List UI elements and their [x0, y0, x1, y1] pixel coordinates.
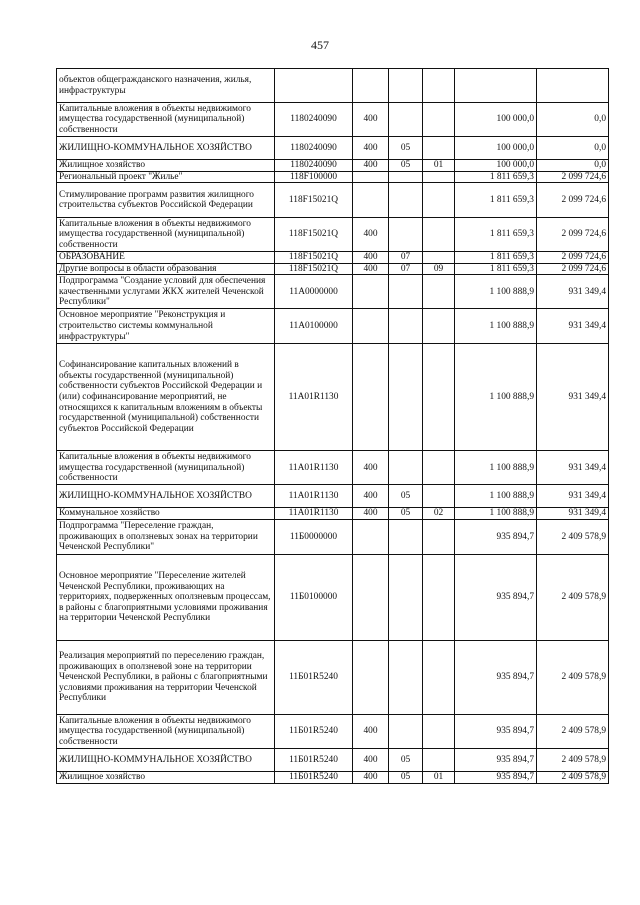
expense-name: объектов общегражданского назначения, жилья, инфраструктуры: [57, 69, 275, 103]
expense-name: Реализация мероприятий по переселению граждан, проживающих в оползневой зоне на территории Чеченской Республики, в районы с благоприятными условиями проживания на территории Чеченской Республики: [57, 640, 275, 714]
expense-name: ЖИЛИЩНО-КОММУНАЛЬНОЕ ХОЗЯЙСТВО: [57, 748, 275, 771]
section-code: [389, 640, 423, 714]
amount-year-1: 1 100 888,9: [455, 309, 537, 344]
target-code: 11Б01R5240: [275, 771, 353, 783]
target-code: 1180240090: [275, 137, 353, 160]
target-code: 11А01R1130: [275, 508, 353, 520]
subsection-code: [423, 275, 455, 309]
target-code: 1180240090: [275, 160, 353, 172]
expense-name: Капитальные вложения в объекты недвижимого имущества государственной (муниципальной) собственности: [57, 218, 275, 252]
expense-type-code: 400: [353, 508, 389, 520]
target-code: 11Б01R5240: [275, 748, 353, 771]
target-code: 11Б01R5240: [275, 714, 353, 748]
expense-type-code: 400: [353, 451, 389, 485]
table-row: [57, 137, 609, 160]
subsection-code: 01: [423, 160, 455, 172]
expense-type-code: [353, 275, 389, 309]
amount-year-2: 2 409 578,9: [537, 748, 609, 771]
subsection-code: [423, 748, 455, 771]
expense-type-code: [353, 344, 389, 451]
section-code: 05: [389, 485, 423, 508]
expense-name: Подпрограмма "Переселение граждан, проживающих в оползневых зонах на территории Чеченской Республики": [57, 519, 275, 554]
amount-year-1: 1 100 888,9: [455, 485, 537, 508]
expense-type-code: 400: [353, 137, 389, 160]
subsection-code: [423, 554, 455, 640]
amount-year-2: 2 409 578,9: [537, 771, 609, 783]
table-row: [57, 252, 609, 264]
subsection-code: [423, 218, 455, 252]
section-code: [389, 218, 423, 252]
amount-year-2: 931 349,4: [537, 344, 609, 451]
target-code: 11Б01R5240: [275, 640, 353, 714]
subsection-code: [423, 519, 455, 554]
expense-type-code: 400: [353, 160, 389, 172]
amount-year-1: 935 894,7: [455, 771, 537, 783]
expense-name: Основное мероприятие "Переселение жителей Чеченской Республики, проживающих на территориях, подверженных оползневым процессам, в районы с благоприятными условиями проживания на территории Чеченской Республики: [57, 554, 275, 640]
amount-year-1: 100 000,0: [455, 160, 537, 172]
target-code: 118F15021Q: [275, 263, 353, 275]
page-number: 457: [311, 38, 329, 52]
amount-year-1: 1 811 659,3: [455, 263, 537, 275]
table-row: [57, 218, 609, 252]
amount-year-2: 931 349,4: [537, 451, 609, 485]
subsection-code: [423, 69, 455, 103]
amount-year-1: 1 811 659,3: [455, 183, 537, 218]
expense-name: Основное мероприятие "Реконструкция и строительство системы коммунальной инфраструктуры": [57, 309, 275, 344]
expense-type-code: [353, 640, 389, 714]
amount-year-2: 931 349,4: [537, 275, 609, 309]
table-row: [57, 275, 609, 309]
target-code: 118F100000: [275, 171, 353, 183]
subsection-code: [423, 714, 455, 748]
section-code: 05: [389, 771, 423, 783]
table-row: [57, 309, 609, 344]
amount-year-1: [455, 69, 537, 103]
amount-year-2: 2 409 578,9: [537, 519, 609, 554]
target-code: [275, 69, 353, 103]
section-code: [389, 171, 423, 183]
subsection-code: 01: [423, 771, 455, 783]
target-code: 11А0100000: [275, 309, 353, 344]
expense-type-code: [353, 309, 389, 344]
expense-name: Капитальные вложения в объекты недвижимого имущества государственной (муниципальной) собственности: [57, 103, 275, 137]
section-code: 05: [389, 137, 423, 160]
expense-name: ЖИЛИЩНО-КОММУНАЛЬНОЕ ХОЗЯЙСТВО: [57, 137, 275, 160]
amount-year-2: 931 349,4: [537, 485, 609, 508]
subsection-code: 09: [423, 263, 455, 275]
section-code: 07: [389, 263, 423, 275]
expense-type-code: 400: [353, 218, 389, 252]
table-row: [57, 485, 609, 508]
target-code: 1180240090: [275, 103, 353, 137]
amount-year-2: 931 349,4: [537, 508, 609, 520]
subsection-code: [423, 344, 455, 451]
expense-type-code: 400: [353, 252, 389, 264]
expense-name: Софинансирование капитальных вложений в объекты государственной (муниципальной) собственности субъектов Российской Федерации и (или) софинансирование мероприятий, не относящихся к капитальным вложениям в объекты государственной (муниципальной) собственности субъектов Российской Федерации: [57, 344, 275, 451]
table-row: [57, 103, 609, 137]
target-code: 118F15021Q: [275, 252, 353, 264]
table-row: [57, 748, 609, 771]
expense-name: Жилищное хозяйство: [57, 160, 275, 172]
expense-type-code: 400: [353, 103, 389, 137]
section-code: [389, 183, 423, 218]
amount-year-1: 100 000,0: [455, 137, 537, 160]
expense-type-code: [353, 183, 389, 218]
subsection-code: 02: [423, 508, 455, 520]
amount-year-1: 1 100 888,9: [455, 451, 537, 485]
amount-year-1: 1 100 888,9: [455, 508, 537, 520]
table-body: [57, 69, 609, 784]
target-code: 11Б0100000: [275, 554, 353, 640]
expense-name: Жилищное хозяйство: [57, 771, 275, 783]
amount-year-1: 935 894,7: [455, 640, 537, 714]
target-code: 11А01R1130: [275, 344, 353, 451]
section-code: [389, 519, 423, 554]
amount-year-1: 1 811 659,3: [455, 171, 537, 183]
expense-type-code: 400: [353, 485, 389, 508]
target-code: 118F15021Q: [275, 183, 353, 218]
amount-year-2: 2 409 578,9: [537, 714, 609, 748]
section-code: [389, 275, 423, 309]
expense-type-code: 400: [353, 714, 389, 748]
subsection-code: [423, 640, 455, 714]
target-code: 11А0000000: [275, 275, 353, 309]
section-code: 05: [389, 508, 423, 520]
expense-name: Стимулирование программ развития жилищного строительства субъектов Российской Федерации: [57, 183, 275, 218]
expense-name: Подпрограмма "Создание условий для обеспечения качественными услугами ЖКХ жителей Чеченской Республики": [57, 275, 275, 309]
amount-year-2: 0,0: [537, 137, 609, 160]
target-code: 11Б0000000: [275, 519, 353, 554]
subsection-code: [423, 451, 455, 485]
subsection-code: [423, 309, 455, 344]
expense-type-code: [353, 519, 389, 554]
amount-year-2: 2 099 724,6: [537, 171, 609, 183]
table-row: [57, 714, 609, 748]
table-row: [57, 519, 609, 554]
amount-year-1: 935 894,7: [455, 554, 537, 640]
expense-type-code: [353, 554, 389, 640]
amount-year-2: 2 099 724,6: [537, 252, 609, 264]
table-row: [57, 160, 609, 172]
target-code: 118F15021Q: [275, 218, 353, 252]
expense-name: Другие вопросы в области образования: [57, 263, 275, 275]
table-row: [57, 451, 609, 485]
section-code: [389, 309, 423, 344]
section-code: 05: [389, 160, 423, 172]
section-code: [389, 344, 423, 451]
expense-type-code: 400: [353, 771, 389, 783]
table-row: [57, 183, 609, 218]
section-code: 07: [389, 252, 423, 264]
table-row: [57, 554, 609, 640]
amount-year-1: 1 811 659,3: [455, 252, 537, 264]
amount-year-1: 1 100 888,9: [455, 344, 537, 451]
section-code: 05: [389, 748, 423, 771]
section-code: [389, 451, 423, 485]
amount-year-2: 931 349,4: [537, 309, 609, 344]
section-code: [389, 714, 423, 748]
table-row: [57, 771, 609, 783]
amount-year-1: 100 000,0: [455, 103, 537, 137]
amount-year-2: 2 409 578,9: [537, 640, 609, 714]
subsection-code: [423, 252, 455, 264]
section-code: [389, 69, 423, 103]
amount-year-1: 1 811 659,3: [455, 218, 537, 252]
amount-year-2: 0,0: [537, 103, 609, 137]
table-row: [57, 344, 609, 451]
expense-name: ОБРАЗОВАНИЕ: [57, 252, 275, 264]
subsection-code: [423, 485, 455, 508]
budget-table: [56, 68, 609, 784]
subsection-code: [423, 103, 455, 137]
amount-year-2: 2 409 578,9: [537, 554, 609, 640]
table-row: [57, 640, 609, 714]
expense-name: Региональный проект "Жилье": [57, 171, 275, 183]
table-row: [57, 263, 609, 275]
expense-type-code: [353, 171, 389, 183]
amount-year-1: 935 894,7: [455, 714, 537, 748]
expense-name: Коммунальное хозяйство: [57, 508, 275, 520]
amount-year-2: 2 099 724,6: [537, 263, 609, 275]
expense-name: Капитальные вложения в объекты недвижимого имущества государственной (муниципальной) собственности: [57, 451, 275, 485]
amount-year-1: 935 894,7: [455, 748, 537, 771]
section-code: [389, 103, 423, 137]
amount-year-2: 2 099 724,6: [537, 183, 609, 218]
expense-name: ЖИЛИЩНО-КОММУНАЛЬНОЕ ХОЗЯЙСТВО: [57, 485, 275, 508]
amount-year-2: 0,0: [537, 160, 609, 172]
target-code: 11А01R1130: [275, 485, 353, 508]
section-code: [389, 554, 423, 640]
expense-type-code: 400: [353, 748, 389, 771]
table-row: [57, 171, 609, 183]
subsection-code: [423, 137, 455, 160]
expense-type-code: [353, 69, 389, 103]
amount-year-2: 2 099 724,6: [537, 218, 609, 252]
amount-year-2: [537, 69, 609, 103]
table-row: [57, 508, 609, 520]
expense-type-code: 400: [353, 263, 389, 275]
target-code: 11А01R1130: [275, 451, 353, 485]
expense-name: Капитальные вложения в объекты недвижимого имущества государственной (муниципальной) собственности: [57, 714, 275, 748]
amount-year-1: 1 100 888,9: [455, 275, 537, 309]
subsection-code: [423, 171, 455, 183]
table-row: [57, 69, 609, 103]
subsection-code: [423, 183, 455, 218]
amount-year-1: 935 894,7: [455, 519, 537, 554]
